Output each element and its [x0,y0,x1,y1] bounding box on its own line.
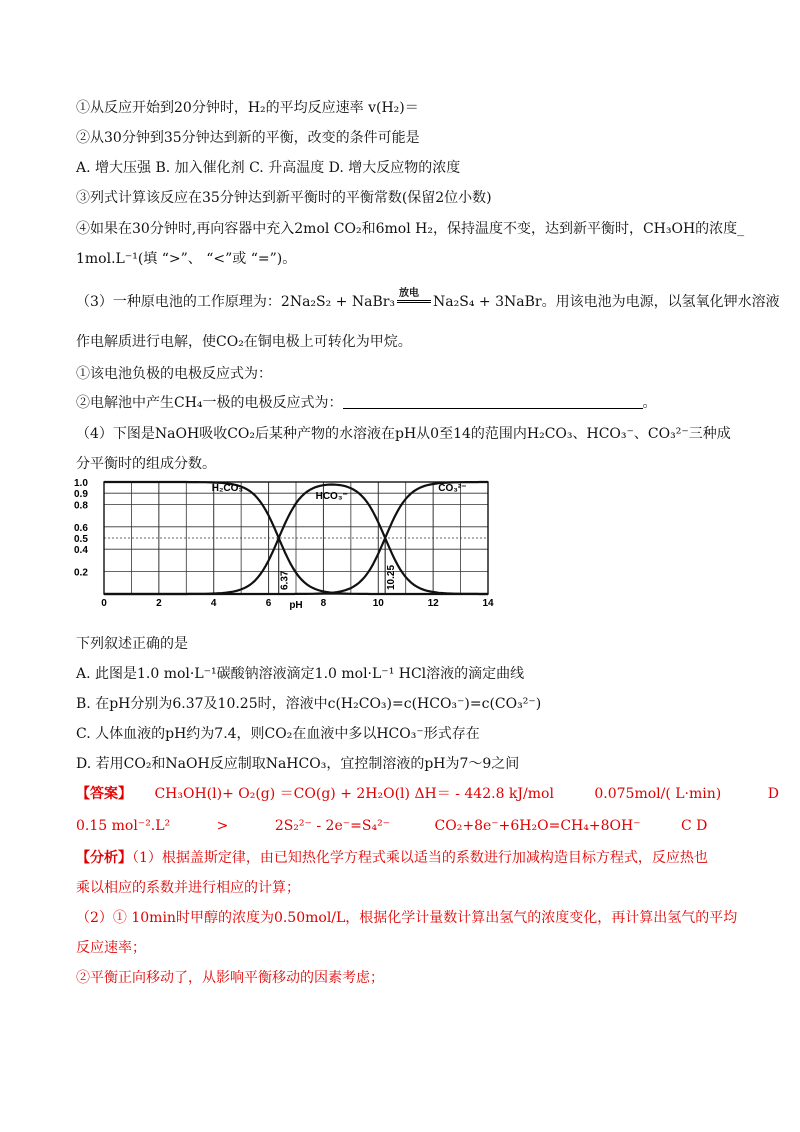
q3-item2-text: ②电解池中产生CH₄一极的电极反应式为： [76,395,343,411]
answer-anode: 2S₂²⁻ - 2e⁻=S₄²⁻ [274,818,391,834]
q3-item2 [76,393,657,413]
q3-intro-post: Na₂S₄ + 3NaBr。用该电池为电源，以氢氧化钾水溶液 [433,294,780,310]
q4-option-a: A. 此图是1.0 mol·L⁻¹碳酸钠溶液滴定1.0 mol·L⁻¹ HCl溶液的滴定曲线 [76,666,525,682]
answer-choices: C D [681,818,708,834]
y-tick-label: 0.9 [74,489,88,501]
answer-constant: 0.15 mol⁻².L² [76,818,171,834]
analysis-label: 【分析】 [76,850,132,866]
answer-rate: 0.075mol/( L·min) [594,786,722,802]
q2-item2: ②从30分钟到35分钟达到新的平衡，改变的条件可能是 [76,130,420,146]
y-tick-label: 1.0 [74,478,88,489]
answer-choice: D [767,786,779,802]
q4-option-d: D. 若用CO₂和NaOH反应制取NaHCO₃，宜控制溶液的pH为7～9之间 [76,756,520,772]
q3-intro2: 作电解质进行电解，使CO₂在铜电极上可转化为甲烷。 [76,334,412,350]
q4-option-c: C. 人体血液的pH约为7.4，则CO₂在血液中多以HCO₃⁻形式存在 [76,726,480,742]
answer-cathode: CO₂+8e⁻+6H₂O=CH₄+8OH⁻ [434,818,641,834]
x-tick-label: 14 [482,598,494,609]
answer-equation: CH₃OH(l)+ O₂(g) ＝CO(g) + 2H₂O(l) ΔH＝ - 442.8 kJ/mol [154,786,554,802]
q2-item3: ③列式计算该反应在35分钟达到新平衡时的平衡常数(保留2位小数) [76,190,492,206]
q3-intro [76,288,780,312]
series-label: HCO₃⁻ [315,490,348,502]
x-tick-label: 0 [101,598,107,609]
analysis-p1a [76,848,708,868]
q3-item1: ①该电池负极的电极反应式为： [76,366,272,382]
discharge-label: 放电 [399,288,420,299]
q2-item4b: 1mol.L⁻¹(填 “>”、 “<”或 “=”)。 [76,251,297,267]
x-tick-label: 4 [210,598,217,609]
x-tick-label: 8 [320,598,327,609]
answer-line1 [76,784,779,804]
y-tick-label: 0.8 [74,500,88,512]
x-tick-label: 2 [156,598,162,609]
y-tick-label: 0.6 [74,522,88,534]
analysis-p1a-text: （1）根据盖斯定律，由已知热化学方程式乘以适当的系数进行加减构造目标方程式，反应热也 [132,850,708,866]
q3-item2-end: 。 [642,395,657,411]
q4-option-b: B. 在pH分别为6.37及10.25时，溶液中c(H₂CO₃)=c(HCO₃⁻)=c(CO₃²⁻) [76,696,542,712]
y-tick-label: 0.5 [74,534,88,545]
q4-intro1: （4）下图是NaOH吸收CO₂后某种产物的水溶液在pH从0至14的范围内H₂CO₃、HCO₃⁻、CO₃²⁻三种成 [76,426,731,442]
q2-item4a: ④如果在30分钟时,再向容器中充入2mol CO₂和6mol H₂，保持温度不变，达到新平衡时，CH₃OH的浓度_ [76,221,745,237]
x-tick-label: 6 [265,598,272,609]
answer-line2 [76,816,707,836]
discharge-arrow [397,288,431,308]
series-label: CO₃²⁻ [438,482,467,494]
y-tick-label: 0.4 [74,545,88,557]
pka-annotation: 6.37 [279,570,291,590]
y-tick-label: 0.2 [74,567,88,579]
q4-question: 下列叙述正确的是 [76,636,188,652]
q3-intro-pre: （3）一种原电池的工作原理为：2Na₂S₂ + NaBr₃ [76,294,396,310]
answer-label: 【答案】 [76,786,132,802]
q2-options: A. 增大压强 B. 加入催化剂 C. 升高温度 D. 增大反应物的浓度 [76,160,461,176]
analysis-p2a: （2）① 10min时甲醇的浓度为0.50mol/L，根据化学计量数计算出氢气的浓度变化，再计算出氢气的平均 [76,910,738,926]
x-tick-label: 12 [427,598,439,609]
analysis-p3: ②平衡正向移动了，从影响平衡移动的因素考虑； [76,970,384,986]
q2-item1: ①从反应开始到20分钟时，H₂的平均反应速率 v(H₂)＝ [76,100,419,116]
series-label: H₂CO₃ [211,482,244,494]
answer-compare: > [216,818,229,834]
pka-annotation: 10.25 [386,564,398,590]
x-tick-label: 10 [372,598,384,609]
q4-intro2: 分平衡时的组成分数。 [76,456,216,472]
answer-blank [343,394,643,409]
carbonate-distribution-chart [70,474,510,614]
analysis-p2b: 反应速率； [76,940,146,956]
analysis-p1b: 乘以相应的系数并进行相应的计算； [76,880,300,896]
x-axis-label: pH [289,600,303,611]
